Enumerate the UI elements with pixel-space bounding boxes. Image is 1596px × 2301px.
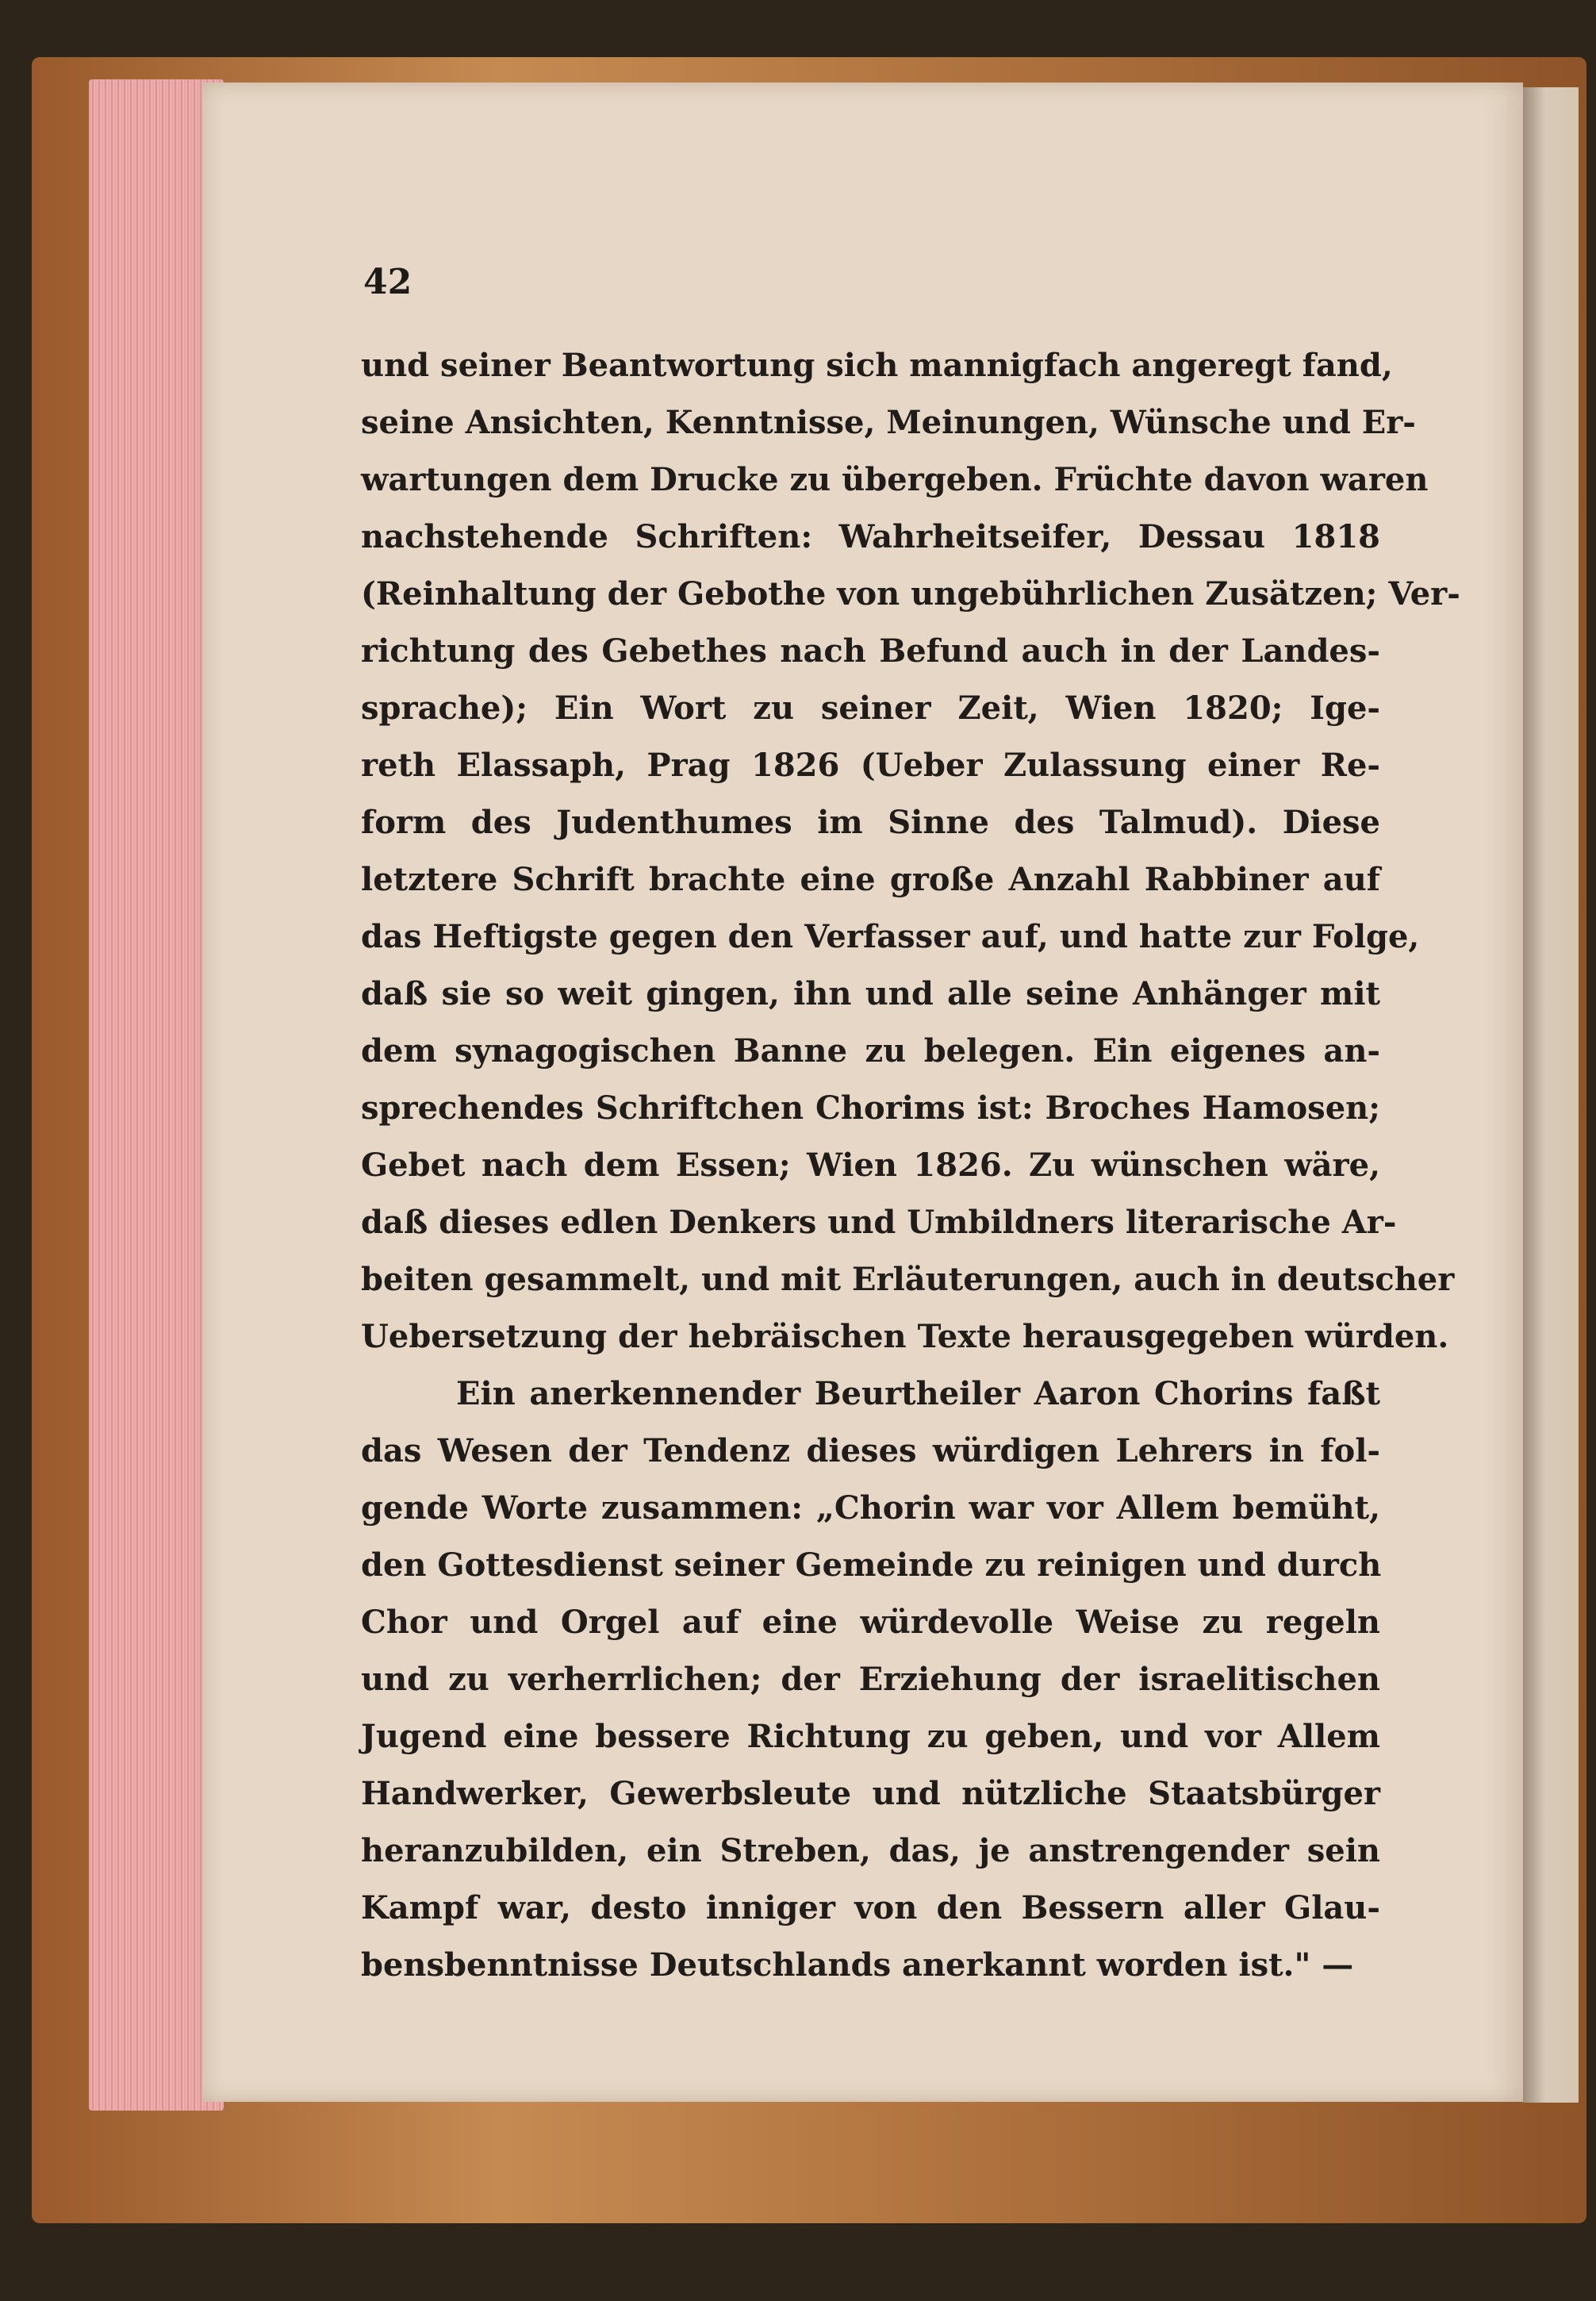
text-line: letztere Schrift brachte eine große Anzahl Rabbiner auf [361,861,1380,898]
text-line: gende Worte zusammen: „Chorin war vor Allem bemüht, [361,1489,1380,1527]
text-line: daß dieses edlen Denkers und Umbildners literarische Ar- [361,1204,1397,1241]
text-line: nachstehende Schriften: Wahrheitseifer, Dessau 1818 [361,518,1380,555]
text-line: Gebet nach dem Essen; Wien 1826. Zu wünschen wäre, [361,1147,1380,1184]
text-line: Kampf war, desto inniger von den Bessern aller Glau- [361,1889,1380,1926]
text-line: seine Ansichten, Kenntnisse, Meinungen, Wünsche und Er- [361,404,1416,441]
facing-page-edge [1523,87,1579,2103]
text-line: den Gottesdienst seiner Gemeinde zu reinigen und durch [361,1546,1382,1584]
text-line: form des Judenthumes im Sinne des Talmud). Diese [361,804,1380,841]
text-line: daß sie so weit gingen, ihn und alle seine Anhänger mit [361,975,1380,1012]
text-line: Handwerker, Gewerbsleute und nützliche Staatsbürger [361,1775,1380,1812]
text-line: Chor und Orgel auf eine würdevolle Weise zu regeln [361,1604,1380,1641]
text-line: Uebersetzung der hebräischen Texte herausgegeben würden. [361,1318,1449,1355]
text-line: und zu verherrlichen; der Erziehung der israelitischen [361,1661,1380,1698]
text-line: heranzubilden, ein Streben, das, je anstrengender sein [361,1832,1380,1869]
page-number: 42 [363,262,412,302]
text-line: Ein anerkennender Beurtheiler Aaron Chorins faßt [456,1375,1380,1412]
text-line: Jugend eine bessere Richtung zu geben, und vor Allem [361,1718,1380,1755]
text-line: richtung des Gebethes nach Befund auch in der Landes- [361,632,1380,670]
text-line: reth Elassaph, Prag 1826 (Ueber Zulassung einer Re- [361,747,1380,784]
text-line: (Reinhaltung der Gebothe von ungebührlichen Zusätzen; Ver- [361,575,1460,613]
text-line: sprechendes Schriftchen Chorims ist: Broches Hamosen; [361,1089,1380,1127]
text-line: sprache); Ein Wort zu seiner Zeit, Wien 1820; Ige- [361,690,1380,727]
page-text [361,337,1460,1994]
text-line: das Heftigste gegen den Verfasser auf, und hatte zur Folge, [361,918,1420,955]
text-line: beiten gesammelt, und mit Erläuterungen, auch in deutscher [361,1261,1455,1298]
text-line: und seiner Beantwortung sich mannigfach angeregt fand, [361,347,1393,384]
text-line: wartungen dem Drucke zu übergeben. Früchte davon waren [361,461,1429,498]
text-line: dem synagogischen Banne zu belegen. Ein eigenes an- [361,1032,1380,1070]
text-line: das Wesen der Tendenz dieses würdigen Lehrers in fol- [361,1432,1380,1469]
text-line: bensbenntnisse Deutschlands anerkannt worden ist." — [361,1946,1354,1984]
